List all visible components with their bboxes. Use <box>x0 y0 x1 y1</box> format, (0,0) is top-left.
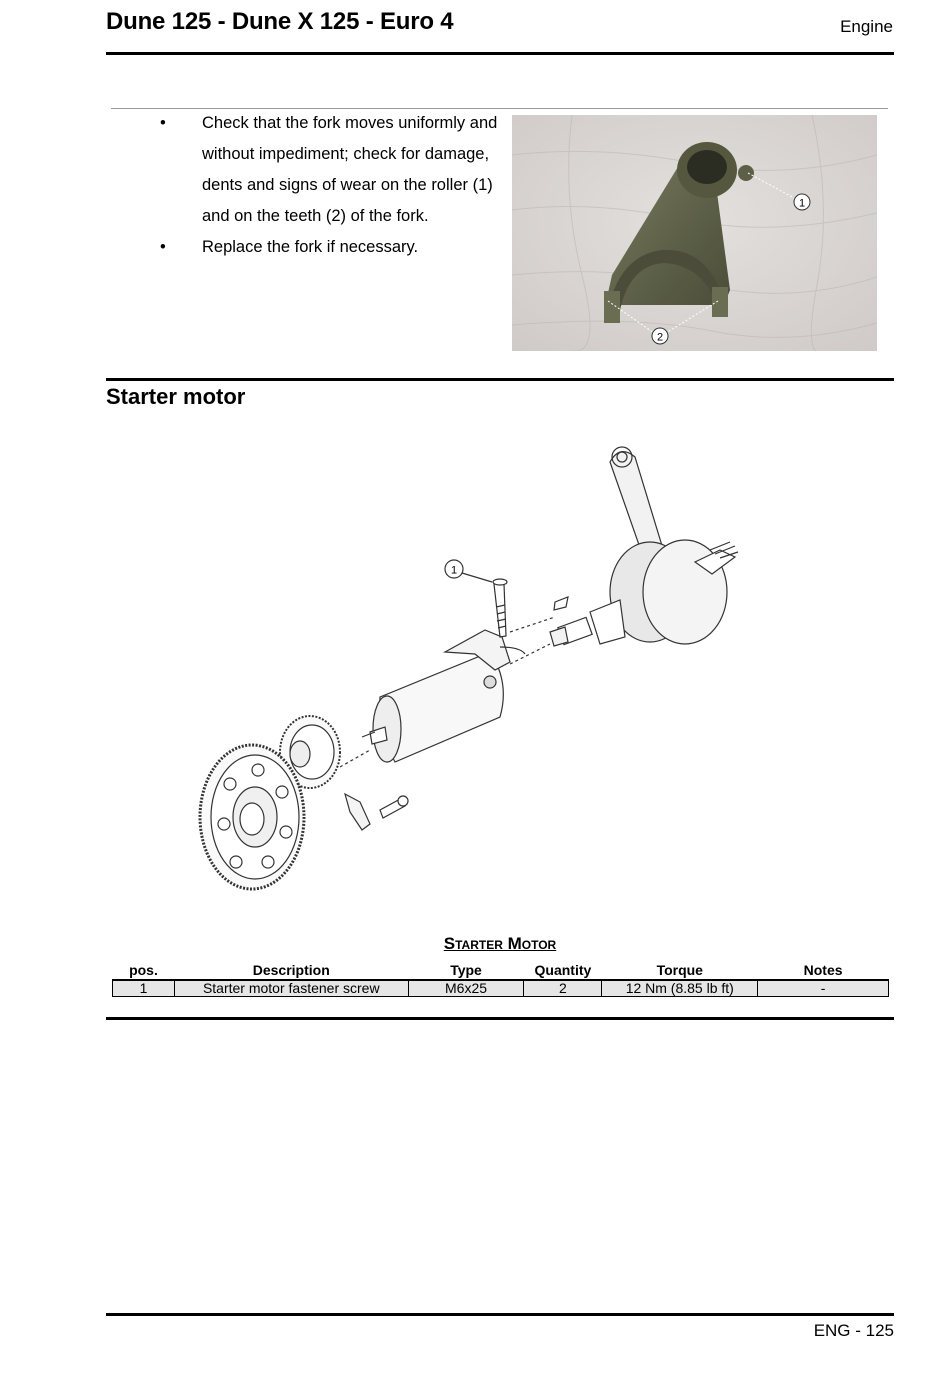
callout-label: 2 <box>656 331 664 344</box>
starter-gear-drawing <box>200 745 304 889</box>
table-title: Starter Motor <box>443 934 557 953</box>
list-item-text: Check that the fork moves uniformly and without impediment; check for damage, dents and signs of wear on the roller (1) and on the teeth (2) of the fork. <box>202 114 498 225</box>
column-header: Type <box>408 961 524 980</box>
bracket-bolt-drawing <box>345 794 408 830</box>
list-item <box>150 232 500 263</box>
bullet-icon: • <box>160 238 166 256</box>
section-end-rule <box>106 1017 894 1020</box>
list-item <box>150 108 500 232</box>
table-row <box>113 980 889 997</box>
starter-motor-drawing <box>362 630 525 762</box>
table-header-row <box>113 961 889 980</box>
table-cell: 12 Nm (8.85 lb ft) <box>602 980 758 997</box>
callout-1 <box>445 560 463 578</box>
table-cell: 1 <box>113 980 175 997</box>
crankshaft-drawing <box>550 447 738 646</box>
callout-2 <box>652 328 668 344</box>
table-cell: - <box>758 980 889 997</box>
table-cell: M6x25 <box>408 980 524 997</box>
column-header: pos. <box>113 961 175 980</box>
list-item-text: Replace the fork if necessary. <box>202 238 419 256</box>
bullet-icon: • <box>160 114 166 132</box>
column-header: Quantity <box>524 961 602 980</box>
page-number: ENG - 125 <box>813 1321 894 1340</box>
callout-label: 1 <box>450 564 458 577</box>
column-header: Notes <box>758 961 889 980</box>
table-cell: 2 <box>524 980 602 997</box>
fork-check-list <box>150 108 500 263</box>
table-cell: Starter motor fastener screw <box>174 980 408 997</box>
document-title: Dune 125 - Dune X 125 - Euro 4 <box>106 8 454 35</box>
specification-table <box>112 961 889 997</box>
section-rule <box>106 378 894 381</box>
section-heading: Starter motor <box>106 384 246 409</box>
column-header: Torque <box>602 961 758 980</box>
callout-1 <box>794 194 810 210</box>
fastener-screw-drawing <box>493 579 507 637</box>
column-header: Description <box>174 961 408 980</box>
callout-label: 1 <box>798 197 806 210</box>
starter-motor-exploded-diagram <box>190 432 760 902</box>
header-rule <box>106 52 894 55</box>
section-label: Engine <box>840 17 893 36</box>
gear-fork-photo <box>512 115 877 351</box>
footer-rule <box>106 1313 894 1316</box>
